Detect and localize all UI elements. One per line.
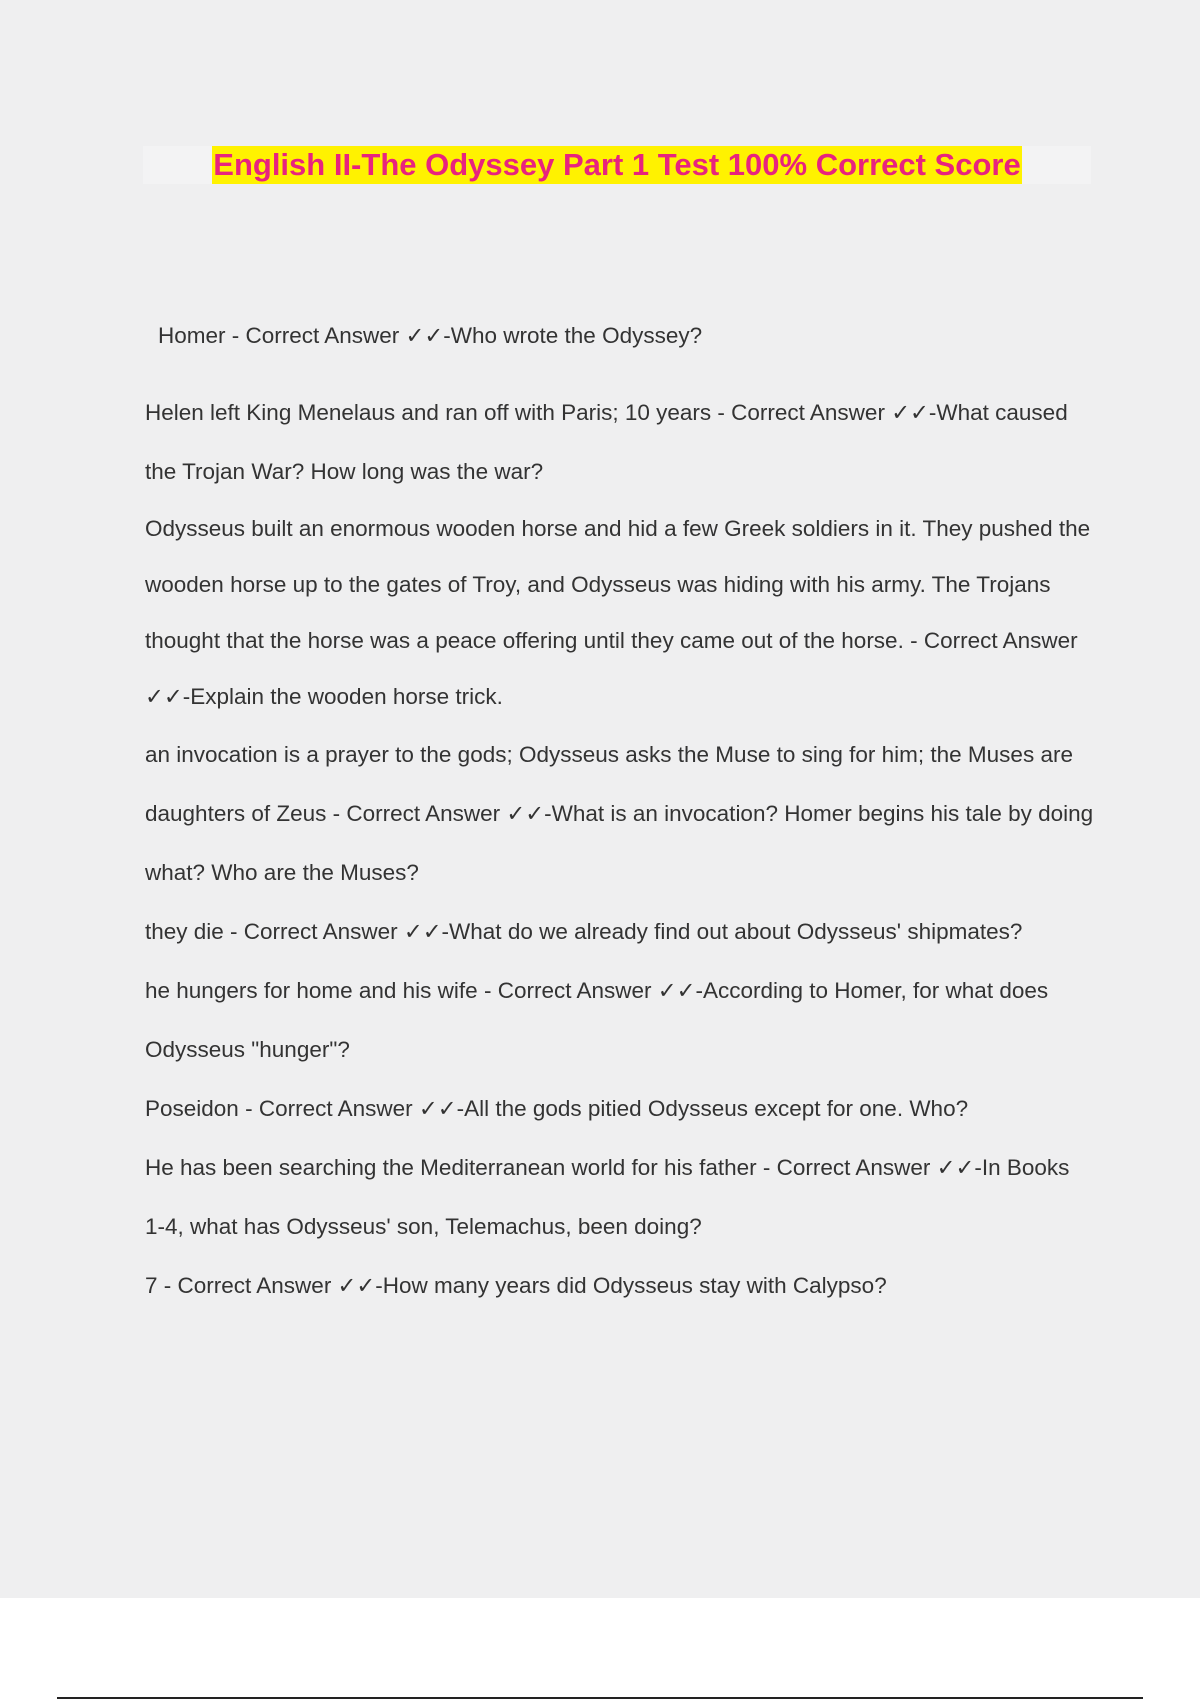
qa-entry-3: Odysseus built an enormous wooden horse and hid a few Greek soldiers in it. They pushed the wooden horse up to the gates of Troy, and Odysseus was hiding with his army. The Trojans thought that the horse was a peace offering until they came out of the horse. - Correct Answer ✓✓-Explain the wooden horse trick. bbox=[145, 516, 1091, 709]
qa-entry-2: Helen left King Menelaus and ran off with Paris; 10 years - Correct Answer ✓✓-What caused the Trojan War? How long was the war? bbox=[145, 400, 1068, 484]
qa-entry-5: they die - Correct Answer ✓✓-What do we already find out about Odysseus' shipmates? bbox=[145, 919, 1023, 944]
qa-entry-8: He has been searching the Mediterranean world for his father - Correct Answer ✓✓-In Books 1-4, what has Odysseus' son, Telemachus, been doing? bbox=[145, 1155, 1070, 1239]
qa-entry-7: Poseidon - Correct Answer ✓✓-All the gods pitied Odysseus except for one. Who? bbox=[145, 1096, 969, 1121]
qa-entry-4: an invocation is a prayer to the gods; Odysseus asks the Muse to sing for him; the Muses are daughters of Zeus - Correct Answer ✓✓-What is an invocation? Homer begins his tale by doing what? Who are the Muses? bbox=[145, 742, 1094, 885]
qa-entry-6: he hungers for home and his wife - Correct Answer ✓✓-According to Homer, for what does Odysseus "hunger"? bbox=[145, 978, 1049, 1062]
footer-divider bbox=[57, 1697, 1143, 1699]
document-title: English II-The Odyssey Part 1 Test 100% Correct Score bbox=[213, 147, 1021, 182]
qa-entry-1: Homer - Correct Answer ✓✓-Who wrote the Odyssey? bbox=[158, 323, 703, 348]
qa-entry-9: 7 - Correct Answer ✓✓-How many years did Odysseus stay with Calypso? bbox=[145, 1273, 887, 1298]
qa-list bbox=[145, 306, 1095, 1315]
title-band bbox=[143, 146, 1091, 184]
